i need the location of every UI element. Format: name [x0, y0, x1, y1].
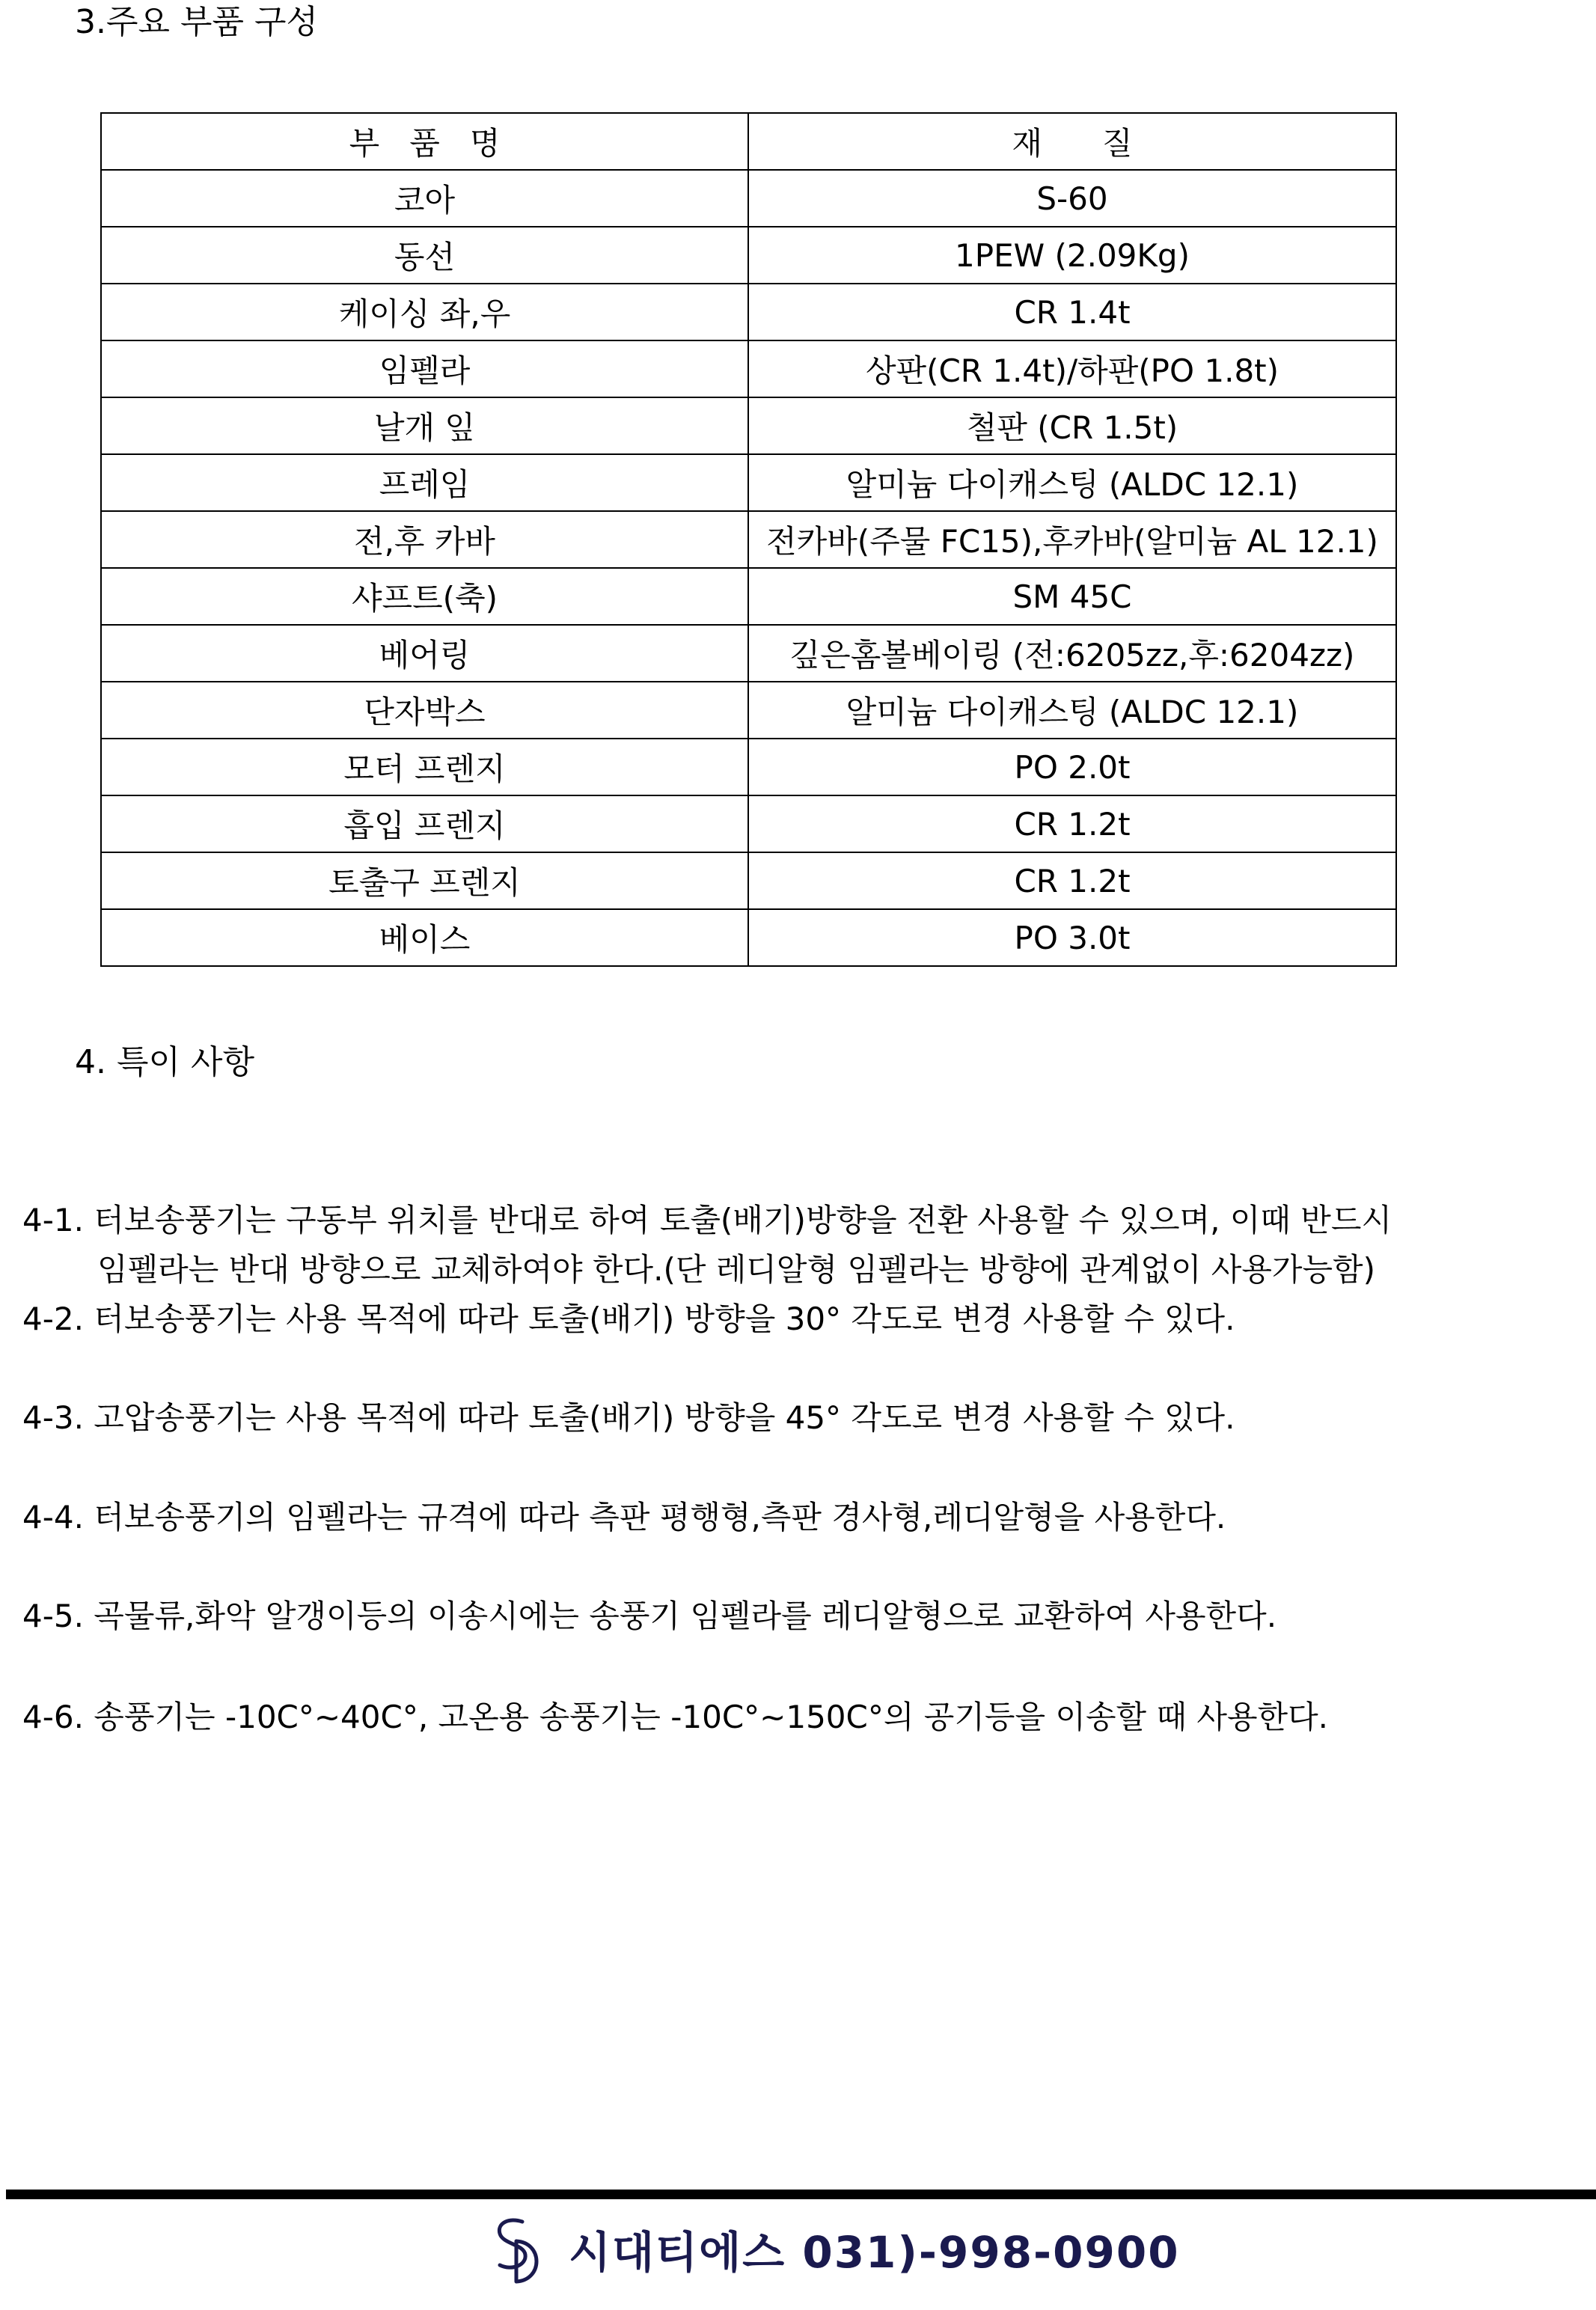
- part-name-cell: 임펠라: [101, 340, 748, 397]
- footer-divider: [6, 2190, 1596, 2199]
- table-row: [101, 340, 1396, 397]
- table-row: [101, 852, 1396, 909]
- part-name-cell: 토출구 프렌지: [101, 852, 748, 909]
- table-row: [101, 511, 1396, 568]
- part-name-cell: 프레임: [101, 454, 748, 511]
- table-row: [101, 284, 1396, 340]
- part-name-cell: 날개 잎: [101, 397, 748, 454]
- material-cell: 철판 (CR 1.5t): [748, 397, 1396, 454]
- header-material: 재 질: [748, 113, 1396, 170]
- parts-table: [100, 112, 1397, 967]
- material-cell: CR 1.2t: [748, 852, 1396, 909]
- table-row: [101, 625, 1396, 682]
- footer-company-phone: 시대티에스 031)-998-0900: [569, 2227, 1180, 2278]
- table-row: [101, 682, 1396, 739]
- note-4-3: 4-3. 고압송풍기는 사용 목적에 따라 토출(배기) 방향을 45° 각도로 변경 사용할 수 있다.: [22, 1399, 1235, 1436]
- part-name-cell: 코아: [101, 170, 748, 227]
- section3-title: 3.주요 부품 구성: [75, 3, 318, 41]
- material-cell: 깊은홈볼베이링 (전:6205zz,후:6204zz): [748, 625, 1396, 682]
- note-4-4: 4-4. 터보송풍기의 임펠라는 규격에 따라 측판 평행형,측판 경사형,레디알형을 사용한다.: [22, 1499, 1226, 1536]
- material-cell: S-60: [748, 170, 1396, 227]
- material-cell: 1PEW (2.09Kg): [748, 227, 1396, 284]
- part-name-cell: 흡입 프렌지: [101, 795, 748, 852]
- material-cell: SM 45C: [748, 568, 1396, 625]
- table-row: [101, 568, 1396, 625]
- note-4-5: 4-5. 곡물류,화악 알갱이등의 이송시에는 송풍기 임펠라를 레디알형으로 교환하여 사용한다.: [22, 1598, 1277, 1634]
- part-name-cell: 단자박스: [101, 682, 748, 739]
- table-header-row: [101, 113, 1396, 170]
- table-row: [101, 170, 1396, 227]
- table-row: [101, 454, 1396, 511]
- header-part-name: 부 품 명: [101, 113, 748, 170]
- note-4-6: 4-6. 송풍기는 -10C°~40C°, 고온용 송풍기는 -10C°~150C°의 공기등을 이송할 때 사용한다.: [22, 1699, 1329, 1735]
- table-row: [101, 909, 1396, 966]
- material-cell: 상판(CR 1.4t)/하판(PO 1.8t): [748, 340, 1396, 397]
- part-name-cell: 베이스: [101, 909, 748, 966]
- material-cell: 전카바(주물 FC15),후카바(알미늄 AL 12.1): [748, 511, 1396, 568]
- material-cell: PO 3.0t: [748, 909, 1396, 966]
- part-name-cell: 샤프트(축): [101, 568, 748, 625]
- part-name-cell: 전,후 카바: [101, 511, 748, 568]
- material-cell: CR 1.2t: [748, 795, 1396, 852]
- part-name-cell: 동선: [101, 227, 748, 284]
- table-row: [101, 739, 1396, 795]
- part-name-cell: 베어링: [101, 625, 748, 682]
- table-row: [101, 227, 1396, 284]
- sd-logo-icon: [479, 2211, 554, 2286]
- table-row: [101, 397, 1396, 454]
- note-4-1: [22, 1146, 1392, 1295]
- note-4-1-line1: 4-1. 터보송풍기는 구동부 위치를 반대로 하여 토출(배기)방향을 전환 사용할 수 있으며, 이때 반드시: [22, 1202, 1392, 1238]
- material-cell: CR 1.4t: [748, 284, 1396, 340]
- material-cell: PO 2.0t: [748, 739, 1396, 795]
- note-4-1-line2: 임펠라는 반대 방향으로 교체하여야 한다.(단 레디알형 임펠라는 방향에 관계없이 사용가능함): [97, 1251, 1376, 1288]
- section4-title: 4. 특이 사항: [75, 1043, 254, 1081]
- part-name-cell: 모터 프렌지: [101, 739, 748, 795]
- table-row: [101, 795, 1396, 852]
- material-cell: 알미늄 다이캐스팅 (ALDC 12.1): [748, 454, 1396, 511]
- note-4-2: 4-2. 터보송풍기는 사용 목적에 따라 토출(배기) 방향을 30° 각도로 변경 사용할 수 있다.: [22, 1301, 1235, 1337]
- material-cell: 알미늄 다이캐스팅 (ALDC 12.1): [748, 682, 1396, 739]
- part-name-cell: 케이싱 좌,우: [101, 284, 748, 340]
- footer: [479, 2207, 1180, 2290]
